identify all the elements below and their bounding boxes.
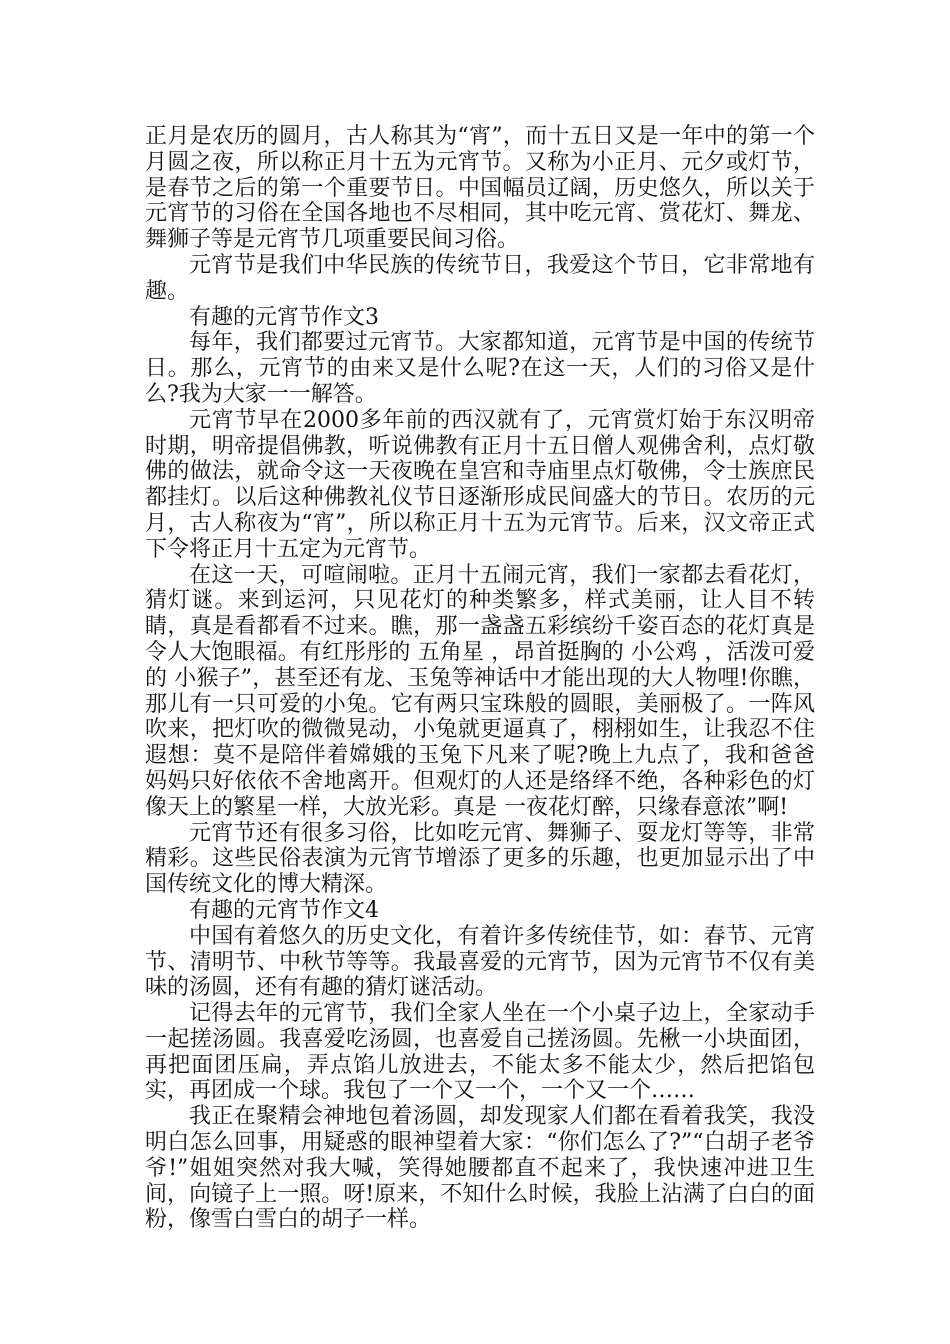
paragraph: 我正在聚精会神地包着汤圆，却发现家人们都在看着我笑，我没明白怎么回事，用疑惑的眼神望着大家：“你们怎么了?”“白胡子老爷爷!”姐姐突然对我大喊，笑得她腰都直不起来了，我快速冲进卫生间，向镜子上一照。呀!原来，不知什么时候，我脸上沾满了白白的面粉，像雪白雪白的胡子一样。 bbox=[145, 1104, 815, 1233]
paragraph: 中国有着悠久的历史文化，有着许多传统佳节，如：春节、元宵节、清明节、中秋节等等。我最喜爱的元宵节，因为元宵节不仅有美味的汤圆，还有有趣的猜灯谜活动。 bbox=[145, 923, 815, 1001]
essay-heading: 有趣的元宵节作文4 bbox=[189, 897, 379, 923]
paragraph: 元宵节早在2000多年前的西汉就有了，元宵赏灯始于东汉明帝时期，明帝提倡佛教，听说佛教有正月十五日僧人观佛舍利，点灯敬佛的做法，就命令这一天夜晚在皇宫和寺庙里点灯敬佛，令士族庶民都挂灯。以后这种佛教礼仪节日逐渐形成民间盛大的节日。农历的元月，古人称夜为“宵”，所以称正月十五为元宵节。后来，汉文帝正式下令将正月十五定为元宵节。 bbox=[145, 407, 815, 562]
paragraph: 在这一天，可喧闹啦。正月十五闹元宵，我们一家都去看花灯，猜灯谜。来到运河，只见花灯的种类繁多，样式美丽，让人目不转睛，真是看都看不过来。瞧，那一盏盏五彩缤纷千姿百态的花灯真是令人大饱眼福。有红彤彤的 五角星 ，昂首挺胸的 小公鸡 ，活泼可爱的 小猴子”，甚至还有龙、玉兔等神话中才能出现的大人物哩!你瞧，那儿有一只可爱的小兔。它有两只宝珠般的圆眼，美丽极了。一阵风吹来，把灯吹的微微晃动，小兔就更逼真了，栩栩如生，让我忍不住遐想：莫不是陪伴着嫦娥的玉兔下凡来了呢?晚上九点了，我和爸爸妈妈只好依依不舍地离开。但观灯的人还是络绎不绝，各种彩色的灯像天上的繁星一样，大放光彩。真是 一夜花灯醉，只缘春意浓”啊! bbox=[145, 562, 815, 820]
document-body bbox=[145, 124, 815, 1233]
essay-heading: 有趣的元宵节作文3 bbox=[189, 304, 379, 330]
paragraph: 元宵节还有很多习俗，比如吃元宵、舞狮子、耍龙灯等等，非常精彩。这些民俗表演为元宵节增添了更多的乐趣，也更加显示出了中国传统文化的博大精深。 bbox=[145, 820, 815, 898]
paragraph: 元宵节是我们中华民族的传统节日，我爱这个节日，它非常地有趣。 bbox=[145, 252, 815, 304]
paragraph: 正月是农历的圆月，古人称其为“宵”，而十五日又是一年中的第一个月圆之夜，所以称正月十五为元宵节。又称为小正月、元夕或灯节，是春节之后的第一个重要节日。中国幅员辽阔，历史悠久，所以关于元宵节的习俗在全国各地也不尽相同，其中吃元宵、赏花灯、舞龙、舞狮子等是元宵节几项重要民间习俗。 bbox=[145, 124, 815, 253]
paragraph: 记得去年的元宵节，我们全家人坐在一个小桌子边上，全家动手一起搓汤圆。我喜爱吃汤圆，也喜爱自己搓汤圆。先楸一小块面团，再把面团压扁，弄点馅儿放进去，不能太多不能太少，然后把馅包实，再团成一个球。我包了一个又一个，一个又一个…… bbox=[145, 1001, 815, 1104]
paragraph: 每年，我们都要过元宵节。大家都知道，元宵节是中国的传统节日。那么，元宵节的由来又是什么呢?在这一天，人们的习俗又是什么?我为大家一一解答。 bbox=[145, 330, 815, 407]
